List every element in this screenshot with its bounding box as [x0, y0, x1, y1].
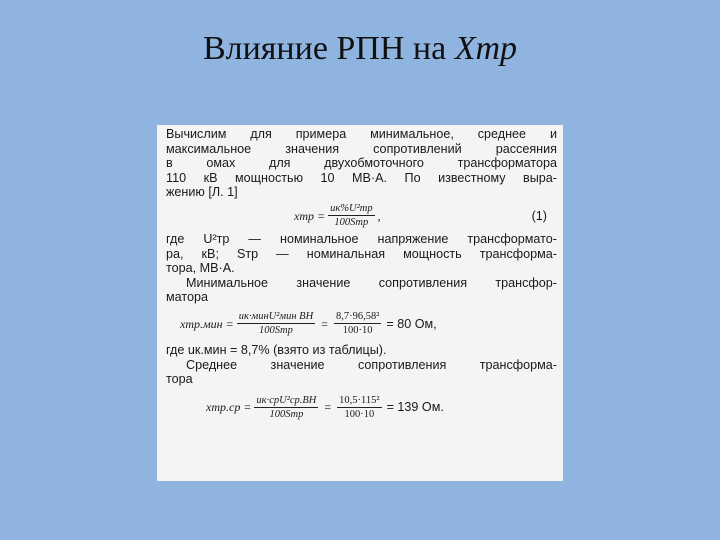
text-line: где U²тр — номинальное напряжение трансформато-	[166, 231, 557, 246]
text-line: жению [Л. 1]	[166, 185, 238, 200]
text-line: тора, МВ·А.	[166, 261, 235, 276]
formula-result: = 80 Ом,	[386, 316, 437, 331]
fraction	[237, 310, 315, 337]
denominator: 100·10	[344, 409, 375, 421]
fraction	[328, 202, 374, 229]
numerator: 10,5·115²	[339, 395, 380, 407]
numerator: uк·минU²мин ВН	[238, 311, 314, 323]
text-line: ра, кВ; Sтр — номинальная мощность трансформа-	[166, 246, 557, 261]
formula-1	[166, 201, 557, 231]
denominator: 100Sтр	[259, 325, 293, 337]
text-line: максимальное значения сопротивлений рассеяния	[166, 141, 557, 156]
slide-title	[0, 30, 720, 68]
text-line: в омах для двухобмоточного трансформатора	[166, 156, 557, 171]
denominator: 100·10	[342, 325, 373, 337]
equals-sign: =	[324, 400, 332, 415]
formula-tail: ,	[377, 208, 381, 223]
text-line: тора	[166, 372, 193, 387]
text-line: матора	[166, 290, 209, 305]
formula-result: = 139 Ом.	[386, 400, 444, 415]
title-text: Влияние РПН на	[202, 30, 455, 67]
text-line: 110 кВ мощностью 10 МВ·А. По известному выра-	[166, 170, 557, 185]
formula-3	[166, 391, 557, 425]
formula-lhs: xтр.ср =	[206, 400, 252, 415]
fraction	[254, 394, 318, 421]
text-line: Среднее значение сопротивления трансформа-	[186, 357, 557, 372]
title-variable: Xтр	[454, 30, 518, 67]
text-line: Минимальное значение сопротивления трансфор-	[186, 275, 557, 290]
numerator: uк·срU²ср.ВН	[256, 395, 317, 407]
equals-sign: =	[321, 316, 328, 331]
formula-lhs: xтр.мин =	[180, 316, 234, 331]
formula-2	[166, 307, 557, 341]
fraction	[337, 394, 381, 421]
numerator: uк%U²тр	[330, 203, 373, 215]
equation-number: (1)	[531, 208, 547, 223]
scanned-page	[157, 125, 563, 481]
fraction	[334, 310, 381, 337]
formula-lhs: xтр =	[294, 208, 326, 223]
denominator: 100Sтр	[334, 217, 369, 229]
text-line: Вычислим для примера минимальное, среднее и	[166, 127, 557, 141]
denominator: 100Sтр	[269, 409, 304, 421]
text-line: где uк.мин = 8,7% (взято из таблицы).	[166, 342, 387, 357]
numerator: 8,7·96,58²	[335, 311, 380, 323]
